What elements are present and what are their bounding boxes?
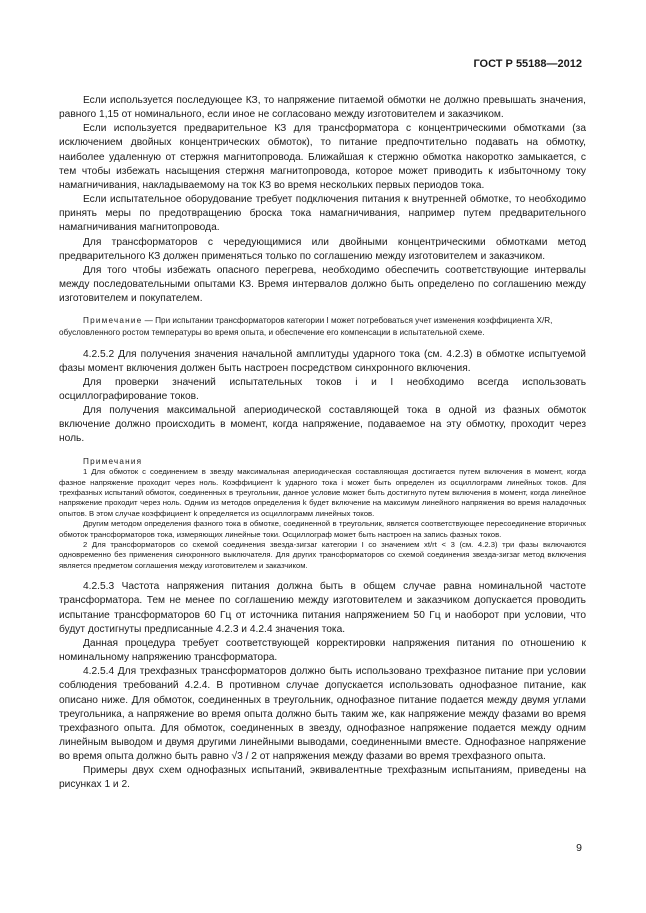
paragraph: Данная процедура требует соответствующей корректировки напряжения питания по отношению к номинальному напряжению трансформатора.: [59, 637, 586, 664]
document-id-header: ГОСТ Р 55188—2012: [473, 58, 582, 70]
note-text: — При испытании трансформаторов категории I может потребоваться учет изменения коэффициента X/R, обусловленного ростом температуры во время опыта, и обеспечение его компенсации в испытательной схеме.: [59, 316, 553, 337]
note-item: 2 Для трансформаторов со схемой соединения звезда-зигзаг категории I со значением xt/rt < 3 (см. 4.2.3) три фазы включаются одновременно без применения синхронного выключателя. Для других трансформаторов со схемой соединения звезда-зигзаг метод включения является предметом соглашения между изготовителем и заказчиком.: [59, 540, 586, 570]
paragraph: Если испытательное оборудование требует подключения питания к внутренней обмотке, то необходимо принять меры по предотвращению броска тока намагничивания, например путем предварительного намагничивания магнитопровода.: [59, 194, 586, 234]
note-item: 1 Для обмоток с соединением в звезду максимальная апериодическая составляющая достигается путем включения в момент, когда фазное напряжение проходит через ноль. Коэффициент k ударного тока i может быть определен из осциллограмм линейных токов. Для трехфазных испытаний обмоток, соединенных в треугольник, данное условие может быть достигнуто путем включения в момент, когда линейное напряжение проходит через ноль. Одним из методов определения k будет включение на максимум линейного напряжения во время наладочных опытов. В этом случае коэффициент k определяется из осциллограмм линейных токов.: [59, 467, 586, 518]
paragraph: Если используется последующее КЗ, то напряжение питаемой обмотки не должно превышать значения, равного 1,15 от номинального, если иное не согласовано между изготовителем и заказчиком.: [59, 95, 586, 121]
paragraph: Для того чтобы избежать опасного перегрева, необходимо обеспечить соответствующие интервалы между последовательными опытами КЗ. Время интервалов должно быть определено по соглашению между изготовителем и покупателем.: [59, 264, 586, 305]
note: [59, 315, 586, 338]
clause-4-2-5-2: 4.2.5.2 Для получения значения начальной амплитуды ударного тока (см. 4.2.3) в обмотке испытуемой фазы момент включения должен быть настроен посредством синхронного включения.: [59, 348, 586, 374]
page-body: [59, 94, 586, 793]
paragraph: Для проверки значений испытательных токов i и I необходимо всегда использовать осциллографирование токов.: [59, 376, 586, 402]
note-label: Примечание: [83, 316, 143, 326]
paragraph: Для получения максимальной апериодической составляющей тока в одной из фазных обмоток включение должно происходить в момент, когда напряжение, подаваемое на эту обмотку, проходит через ноль.: [59, 405, 586, 445]
page-number: 9: [576, 842, 582, 854]
note-item: Другим методом определения фазного тока в обмотке, соединенной в треугольник, является соответствующее пересоединение вторичных обмоток трансформаторов тока, измеряющих линейные токи. Осциллограф может быть настроен на запись фазных токов.: [59, 519, 586, 539]
clause-4-2-5-4: 4.2.5.4 Для трехфазных трансформаторов должно быть использовано трехфазное питание при условии соблюдения требований 4.2.4. В противном случае допускается использовать однофазное питание, как описано ниже. Для обмоток, соединенных в треугольник, однофазное питание подается между двумя углами треугольника, а напряжение во время опыта должно быть таким же, как напряжение между фазами во время трехфазного опыта. Для обмоток, соединенных в звезду, однофазное напряжение подается между одним линейным выводом и двумя другими линейными выводами, соединенными вместе. Однофазное напряжение во время опыта должно быть равно √3 / 2 от напряжения между фазами во время трехфазного опыта.: [59, 666, 586, 763]
paragraph: Для трансформаторов с чередующимися или двойными концентрическими обмотками метод предварительного КЗ должен применяться только по соглашению между изготовителем и заказчиком.: [59, 236, 586, 262]
paragraph: Если используется предварительное КЗ для трансформатора с концентрическими обмотками (за исключением двойных концентрических обмоток), то питание предпочтительно подавать на обмотку, наиболее удаленную от стержня магнитопровода. Ближайшая к стержню обмотка накоротко замыкается, с тем чтобы избежать насыщения стержня магнитопровода, которое может приводить к избыточному току намагничивания, накладываемому на ток КЗ во время нескольких первых периодов тока.: [59, 123, 586, 191]
clause-4-2-5-3: 4.2.5.3 Частота напряжения питания должна быть в общем случае равна номинальной частоте трансформатора. Тем не менее по соглашению между изготовителем и заказчиком допускается проводить испытание трансформаторов 60 Гц от источника питания напряжением 50 Гц и наоборот при условии, что будут достигнуты предписанные 4.2.3 и 4.2.4 значения тока.: [59, 581, 586, 635]
notes-heading: Примечания: [83, 456, 143, 466]
paragraph: Примеры двух схем однофазных испытаний, эквивалентные трехфазным испытаниям, приведены на рисунках 1 и 2.: [59, 765, 586, 791]
